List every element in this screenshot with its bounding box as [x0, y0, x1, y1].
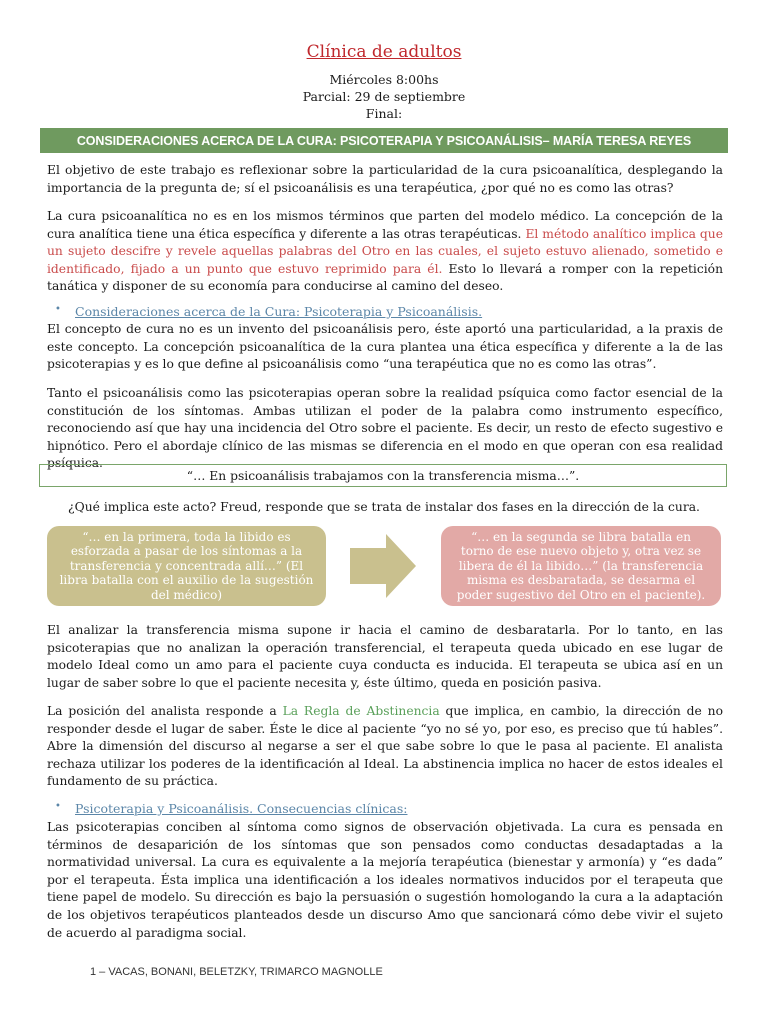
- section-heading-consideraciones[interactable]: [55, 304, 483, 319]
- section-heading-text[interactable]: Consideraciones acerca de la Cura: Psicoterapia y Psicoanálisis.: [75, 304, 483, 319]
- paragraph-posicion-analista: [47, 703, 723, 791]
- section-heading-text[interactable]: Psicoterapia y Psicoanálisis. Consecuencias clínicas:: [75, 801, 408, 816]
- question-line: ¿Qué implica este acto? Freud, responde que se trata de instalar dos fases en la dirección de la cura.: [68, 500, 700, 514]
- paragraph-psicoterapias: Las psicoterapias conciben al síntoma como signos de observación objetivada. La cura es pensada en términos de desaparición de los síntomas que son pensados como conductas desadaptadas a la normatividad universal. La cura es equivalente a la mejoría terapéutica (bienestar y armonía) y “es dada” por el terapeuta. Ésta implica una identificación a los ideales normativos inducidos por el terapeuta que tiene papel de modelo. Su dirección es bajo la persuasión o sugestión homologando la cura a la adaptación de los objetivos terapéuticos planteados desde un discurso Amo que sancionará cómo debe vivir el sujeto de acuerdo al paradigma social.: [47, 820, 723, 940]
- phase-two-box: [441, 526, 721, 606]
- paragraph-realidad-psiquica: Tanto el psicoanálisis como las psicoterapias operan sobre la realidad psíquica como factor esencial de la constitución de los síntomas. Ambas utilizan el poder de la palabra como instrumento específico, reconociendo así que hay una incidencia del Otro sobre el paciente. Es decir, un resto de efecto sugestivo e hipnótico. Pero el abordaje clínico de las mismas se diferencia en el modo en que operan con esa realidad psíquica.: [47, 386, 723, 471]
- schedule-parcial: Parcial: 29 de septiembre: [302, 89, 466, 104]
- phase-one-box: [47, 526, 326, 606]
- right-arrow-icon: [350, 534, 416, 598]
- paragraph-text: Esto lo llevará a romper con la repetición tanática y disponer de su economía para conducirse al camino del deseo.: [47, 261, 723, 294]
- phase-one-text: “… en la primera, toda la libido es esforzada a pasar de los síntomas a la transferencia y concentrada allí…” (El libra batalla con el auxilio de la sugestión del médico): [59, 529, 314, 602]
- schedule-day-time: Miércoles 8:00hs: [329, 72, 439, 87]
- paragraph-concepto-cura: El concepto de cura no es un invento del psicoanálisis pero, éste aportó una particularidad, a la praxis de este concepto. La concepción psicoanalítica de la cura plantea una ética específica y diferente a la de las psicoterapias y es lo que define al psicoanálisis como “una terapéutica que no es como las otras”.: [47, 322, 723, 372]
- highlighted-text: El método analítico implica que un sujeto descifre y revele aquellas palabras del Otro en las cuales, el sujeto estuvo alienado, sometido e identificado, fijado a un punto que estuvo reprimido para él.: [47, 226, 723, 276]
- bullet-icon: •: [55, 801, 61, 812]
- paragraph-text: La posición del analista responde a: [47, 704, 283, 718]
- highlighted-rule: La Regla de Abstinencia: [282, 704, 440, 718]
- section-heading-consecuencias[interactable]: [55, 801, 408, 816]
- schedule-final: Final:: [365, 106, 403, 121]
- document-title: Clínica de adultos: [306, 42, 462, 62]
- phase-two-text: “… en la segunda se libra batalla en torno de ese nuevo objeto y, otra vez se libera de él la libido…” (la transferencia misma es desbaratada, se desarma el poder sugestivo del Otro en el paciente).: [456, 529, 706, 602]
- section-banner: CONSIDERACIONES ACERCA DE LA CURA: PSICOTERAPIA Y PSICOANÁLISIS– MARÍA TERESA REYES: [40, 128, 728, 153]
- quote-text: “… En psicoanálisis trabajamos con la transferencia misma…”.: [186, 468, 580, 483]
- paragraph-text: que implica, en cambio, la dirección de no responder desde el lugar de saber. Éste le dice al paciente “yo no sé yo, por eso, es preciso que tú hables”. Abre la dimensión del discurso al negarse a ser el que sabe sobre lo que le pasa al paciente. El analista rechaza utilizar los poderes de la identificación al Ideal. La abstinencia implica no hacer de estos ideales el fundamento de su práctica.: [47, 704, 724, 789]
- paragraph-text: La cura psicoanalítica no es en los mismos términos que parten del modelo médico. La concepción de la cura analítica tiene una ética específica y diferente a las otras terapéuticas.: [47, 209, 723, 241]
- quote-box: [39, 464, 727, 487]
- bullet-icon: •: [55, 304, 61, 315]
- paragraph-intro: El objetivo de este trabajo es reflexionar sobre la particularidad de la cura psicoanalítica, desplegando la importancia de la pregunta de; sí el psicoanálisis es una terapéutica, ¿por qué no es como las otras?: [47, 163, 723, 195]
- paragraph-cura-analitica: [47, 208, 723, 296]
- page-footer: 1 – VACAS, BONANI, BELETZKY, TRIMARCO MAGNOLLE: [90, 966, 383, 978]
- paragraph-analizar-transferencia: El analizar la transferencia misma supone ir hacia el camino de desbaratarla. Por lo tanto, en las psicoterapias que no analizan la operación transferencial, el terapeuta queda ubicado en ese lugar de modelo Ideal como un amo para el paciente cuya conducta es inducida. El terapeuta se ubica así en un lugar de saber sobre lo que el paciente necesita y, éste último, queda en posición pasiva.: [47, 623, 723, 690]
